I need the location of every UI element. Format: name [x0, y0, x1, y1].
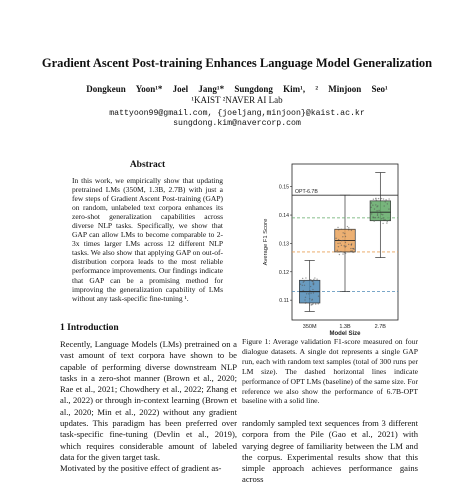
- data-dot: [376, 206, 377, 207]
- y-tick-label: 0.14: [278, 213, 289, 220]
- y-tick-label: 0.11: [279, 298, 289, 305]
- data-dot: [348, 244, 349, 245]
- data-dot: [353, 248, 354, 249]
- x-tick-label: 1.3B: [339, 324, 351, 330]
- x-tick-label: 350M: [302, 324, 317, 330]
- data-dot: [313, 283, 314, 284]
- data-dot: [370, 207, 371, 208]
- data-dot: [381, 198, 382, 199]
- data-dot: [385, 201, 386, 202]
- data-dot: [352, 250, 353, 251]
- data-dot: [388, 208, 389, 209]
- data-dot: [341, 229, 342, 230]
- data-dot: [310, 293, 311, 294]
- data-dot: [387, 203, 388, 204]
- data-dot: [388, 198, 389, 199]
- data-dot: [315, 303, 316, 304]
- data-dot: [302, 285, 303, 286]
- data-dot: [303, 290, 304, 291]
- data-dot: [384, 219, 385, 220]
- data-dot: [351, 230, 352, 231]
- data-dot: [378, 198, 379, 199]
- data-dot: [378, 217, 379, 218]
- data-dot: [341, 245, 342, 246]
- data-dot: [383, 198, 384, 199]
- data-dot: [382, 214, 383, 215]
- intro-paragraph: Recently, Language Models (LMs) pretrained on a vast amount of text corpora have shown to be capable of performing diverse downstream NLP tasks in a zero-shot manner (Brown et al., 2020; Rae et al., 2021; Chowdhery et al., 2022; Zhang et al., 2022) or through in-context learning (Brown et al., 2020; Min et al., 2022) without any gradient updates. This paradigm has been preferred over task-specific fine-tuning (Devlin et al., 2019), which requires considerable amount of labeled data for the given target task.: [60, 339, 237, 462]
- y-axis-label: Average F1 Score: [263, 218, 269, 266]
- author-name: Sungdong Kim¹, ²: [234, 84, 319, 94]
- data-dot: [341, 240, 342, 241]
- data-dot: [342, 236, 343, 237]
- data-dot: [383, 219, 384, 220]
- data-dot: [339, 254, 340, 255]
- y-tick-label: 0.15: [278, 184, 289, 191]
- abstract-heading: Abstract: [129, 160, 166, 170]
- data-dot: [340, 251, 341, 252]
- data-dot: [378, 210, 379, 211]
- data-dot: [377, 213, 378, 214]
- boxplot-chart: [258, 158, 404, 336]
- data-dot: [345, 253, 346, 254]
- data-dot: [311, 304, 312, 305]
- data-dot: [343, 252, 344, 253]
- data-dot: [348, 229, 349, 230]
- data-dot: [337, 227, 338, 228]
- section-heading: 1 Introduction: [60, 323, 119, 333]
- data-dot: [338, 246, 339, 247]
- data-dot: [304, 299, 305, 300]
- data-dot: [337, 243, 338, 244]
- data-dot: [383, 217, 384, 218]
- data-dot: [335, 238, 336, 239]
- data-dot: [305, 302, 306, 303]
- data-dot: [312, 289, 313, 290]
- data-dot: [376, 210, 377, 211]
- x-axis-label: Model Size: [329, 331, 361, 336]
- data-dot: [337, 250, 338, 251]
- data-dot: [311, 299, 312, 300]
- intro-paragraph: Motivated by the positive effect of gradient as-: [60, 463, 222, 473]
- data-dot: [309, 290, 310, 291]
- data-dot: [375, 198, 376, 199]
- data-dot: [304, 280, 305, 281]
- data-dot: [350, 250, 351, 251]
- data-dot: [383, 205, 384, 206]
- data-dot: [371, 202, 372, 203]
- data-dot: [373, 220, 374, 221]
- y-tick-label: 0.12: [278, 269, 289, 276]
- data-dot: [314, 277, 315, 278]
- data-dot: [385, 199, 386, 200]
- data-dot: [345, 242, 346, 243]
- data-dot: [313, 284, 314, 285]
- y-tick-label: 0.13: [278, 241, 289, 248]
- data-dot: [318, 303, 319, 304]
- figure-caption: Figure 1: Average validation F1-score measured on four dialogue datasets. A single dot represents a single GAP run, each with random text samples (total of 300 runs per LM size). The dashed horizontal lines indicate performance of OPT LMs (baseline) of the same size. For reference we also show the performance of 6.7B-OPT baseline with a solid line.: [242, 337, 418, 406]
- data-dot: [345, 236, 346, 237]
- body-paragraph: randomly sampled text sequences from 3 different corpora from the Pile (Gao et al., 2021) with varying degree of familiarity between the LM and the corpus. Experimental results show that this simple approach achieves performance gains across: [242, 418, 418, 485]
- data-dot: [309, 304, 310, 305]
- reference-line-label: OPT-6.7B: [295, 189, 318, 196]
- data-dot: [387, 221, 388, 222]
- affiliations: ¹KAIST ²NAVER AI Lab: [191, 95, 283, 105]
- paper-title: Gradient Ascent Post-training Enhances Language Model Generalization: [41, 56, 433, 70]
- data-dot: [351, 244, 352, 245]
- data-dot: [350, 248, 351, 249]
- data-dot: [344, 245, 345, 246]
- data-dot: [310, 286, 311, 287]
- data-dot: [342, 253, 343, 254]
- data-dot: [382, 223, 383, 224]
- data-dot: [342, 232, 343, 233]
- data-dot: [342, 240, 343, 241]
- data-dot: [373, 198, 374, 199]
- data-dot: [306, 293, 307, 294]
- data-dot: [376, 199, 377, 200]
- data-dot: [303, 281, 304, 282]
- data-dot: [347, 226, 348, 227]
- data-dot: [305, 297, 306, 298]
- data-dot: [308, 293, 309, 294]
- data-dot: [345, 246, 346, 247]
- data-dot: [313, 279, 314, 280]
- data-dot: [338, 229, 339, 230]
- abstract-text: In this work, we empirically show that updating pretrained LMs (350M, 1.3B, 2.7B) with just a few steps of Gradient Ascent Post-training (GAP) on random, unlabeled text corpora enhances its zero-shot generalization capabilities across diverse NLP tasks. Specifically, we show that GAP can allow LMs to become comparable to 2-3x times larger LMs across 12 different NLP tasks. We also show that applying GAP on out-of-distribution corpora leads to the most reliable performance improvements. Our findings indicate that GAP can be a promising method for improving the generalization capability of LMs without any task-specific fine-tuning ¹.: [72, 176, 223, 303]
- data-dot: [386, 222, 387, 223]
- data-dot: [318, 295, 319, 296]
- data-dot: [338, 239, 339, 240]
- data-dot: [310, 279, 311, 280]
- data-dot: [344, 233, 345, 234]
- author-name: Dongkeun Yoon¹*: [86, 84, 163, 94]
- data-dot: [339, 243, 340, 244]
- data-dot: [304, 285, 305, 286]
- data-dot: [312, 281, 313, 282]
- data-dot: [300, 284, 301, 285]
- data-dot: [316, 278, 317, 279]
- data-dot: [375, 217, 376, 218]
- data-dot: [309, 298, 310, 299]
- data-dot: [381, 213, 382, 214]
- author-name: Minjoon Seo¹: [328, 84, 388, 94]
- data-dot: [348, 227, 349, 228]
- data-dot: [371, 213, 372, 214]
- data-dot: [352, 252, 353, 253]
- data-dot: [377, 215, 378, 216]
- author-list: [0, 84, 474, 94]
- data-dot: [313, 292, 314, 293]
- data-dot: [374, 208, 375, 209]
- data-dot: [381, 218, 382, 219]
- author-email: sungdong.kim@navercorp.com: [173, 119, 301, 128]
- author-email: mattyoon99@gmail.com, {joeljang,minjoon}@kaist.ac.kr: [109, 109, 365, 118]
- data-dot: [305, 277, 306, 278]
- x-tick-label: 2.7B: [374, 324, 386, 330]
- data-dot: [389, 220, 390, 221]
- data-dot: [375, 204, 376, 205]
- data-dot: [372, 204, 373, 205]
- data-dot: [373, 217, 374, 218]
- data-dot: [302, 278, 303, 279]
- author-name: Joel Jang¹*: [172, 84, 225, 94]
